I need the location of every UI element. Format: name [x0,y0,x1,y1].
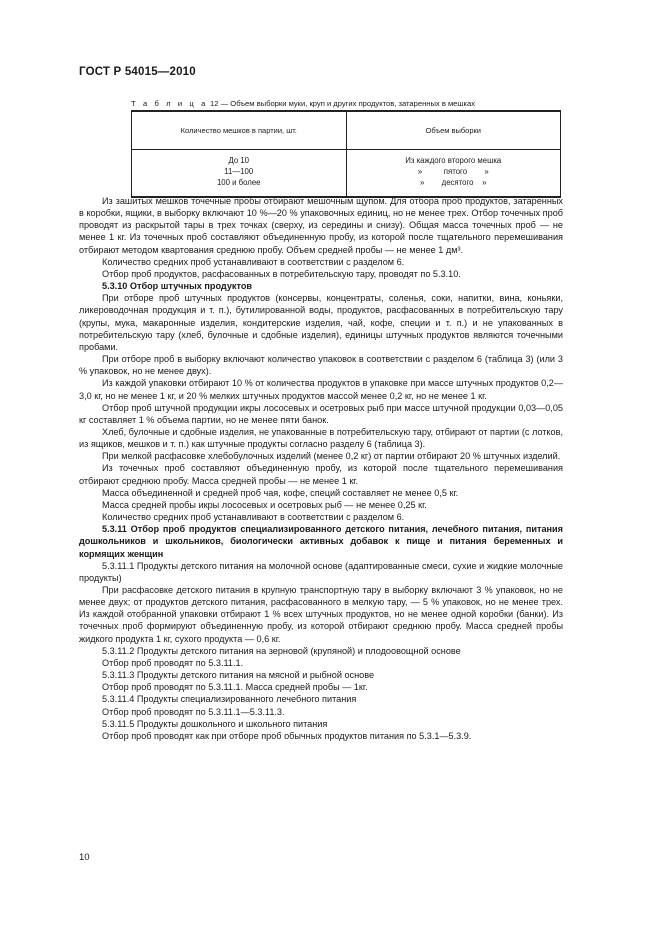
paragraph [79,706,563,718]
paragraph-text: Отбор проб проводят по 5.3.11.1. [102,657,244,668]
standard-title: ГОСТ Р 54015—2010 [79,66,196,78]
paragraph [79,669,563,681]
cell-line: 100 и более [216,178,261,188]
paragraph [79,645,563,657]
paragraph [79,718,563,730]
paragraph [79,268,563,280]
cell-line: » пятого » [417,167,489,177]
paragraph-text: При мелкой расфасовке хлебобулочных изделий (менее 0,2 кг) от партии отбирают 20 % штучных изделий. [102,451,561,462]
paragraph [79,511,563,523]
paragraph [79,195,563,256]
paragraph [79,402,563,426]
table-row [132,150,561,198]
table-caption-text: 12 — Объем выборки муки, круп и других продуктов, затаренных в мешках [210,99,476,108]
paragraph-text: Отбор проб проводят по 5.3.11.1—5.3.11.3. [102,706,285,717]
page-number: 10 [79,852,90,863]
paragraph [79,292,563,353]
paragraph [79,487,563,499]
table-header-bags: Количество мешков в партии, шт. [132,111,347,150]
paragraph-text: Количество средних проб устанавливают в соответствии с разделом 6. [102,256,405,267]
paragraph [79,560,563,584]
cell-line: До 10 [228,156,250,165]
paragraph-text: Отбор проб проводят как при отборе проб обычных продуктов питания по 5.3.1—5.3.9. [102,730,472,741]
paragraph-text: При расфасовке детского питания в крупную транспортную тару в выборку включают 3 % упаковок, но не менее двух; от продуктов детского питания, расфасованного в мелкую тару, — 5 % упаковок, но не менее трех. Из каждой отобранной упаковки отбирают 1 % всех штучных продуктов, но не менее одной коробки (банки). Из точечных проб формируют объединенную пробу, из которой отбирают среднюю пробу. Масса средней пробы жидкого продукта 1 кг, сухого продукта — 0,6 кг. [79,585,563,644]
table-header-volume: Объем выборки [346,111,561,150]
paragraph-text: Отбор проб штучной продукции икры лососевых и осетровых рыб при массе штучной продукции 0,03—0,05 кг составляет 1 % объема партии, но не менее пяти банок. [79,402,563,425]
paragraph-text: 5.3.11.4 Продукты специализированного лечебного питания [102,694,357,705]
paragraph-text: Хлеб, булочные и сдобные изделия, не упакованные в потребительскую тару, отбирают от партии (с лотков, из ящиков, мешков и т. п.) как штучные продукты согласно разделу 6 (таблица 3). [79,426,563,450]
cell-line: Из каждого второго мешка [405,156,502,165]
paragraph-text: Отбор проб продуктов, расфасованных в потребительскую тару, проводят по 5.3.10. [102,268,461,279]
paragraph [79,353,563,377]
paragraph [79,499,563,511]
paragraph [79,462,563,486]
paragraph-text: При отборе проб штучных продуктов (консервы, концентраты, соленья, соки, напитки, вина, коньяки, ликероводочная продукция и т. п.), бутилированной воды, продуктов, расфасованных в потребительскую тару (крупы, мука, макаронные изделия, кондитерские изделия, чай, кофе, специи и т. п.) и не упакованных в потребительскую тару (хлеб, булочные и сдобные изделия), единицы штучных продуктов являются точечными пробами. [79,293,563,352]
paragraph [79,377,563,401]
table-caption [131,99,561,108]
body-text [79,195,563,742]
paragraph [79,681,563,693]
paragraph [79,256,563,268]
paragraph-text: Из каждой упаковки отбирают 10 % от количества продуктов в упаковке при массе штучных продуктов 0,2—3,0 кг, но не менее 1 кг, и 20 % мелких штучных продуктов массой менее 0,2 кг, но не менее 1 кг. [79,378,563,401]
table-caption-prefix: Т а б л и ц а [131,99,208,108]
paragraph [79,426,563,450]
paragraph-text: При отборе проб в выборку включают количество упаковок в соответствии с разделом 6 (таблица 3) (или 3 % упаковок, но не менее двух). [79,354,563,377]
section-heading [79,280,563,292]
heading-text: 5.3.11 Отбор проб продуктов специализированного детского питания, лечебного питания, питания дошкольников и школьников, биологически активных добавок к пище и питания беременных и кормящих женщин [79,524,563,559]
paragraph [79,657,563,669]
paragraph-text: 5.3.11.5 Продукты дошкольного и школьного питания [102,718,328,729]
paragraph [79,450,563,462]
paragraph-text: 5.3.11.1 Продукты детского питания на молочной основе (адаптированные смеси, сухие и жидкие молочные продукты) [79,560,563,583]
heading-text: 5.3.10 Отбор штучных продуктов [102,281,252,292]
paragraph-text: Масса средней пробы икры лососевых и осетровых рыб — не менее 0,25 кг. [102,499,427,510]
table-cell-volume [346,150,561,198]
sample-volume-table [131,110,561,198]
section-heading [79,523,563,559]
table-cell-bags [132,150,347,198]
paragraph [79,693,563,705]
cell-line: » десятого » [419,178,487,188]
paragraph-text: 5.3.11.3 Продукты детского питания на мясной и рыбной основе [102,670,375,681]
paragraph-text: Отбор проб проводят по 5.3.11.1. Масса средней пробы — 1кг. [102,682,368,693]
paragraph-text: Из зашитых мешков точечные пробы отбирают мешочным щупом. Для отбора проб продуктов, затаренных в коробки, ящики, в выборку включают 10 %—20 % упаковочных единиц, но не менее трех. Отбор точечных проб проводят из раскрытой тары в трех точках (сверху, из середины и снизу). Общая масса точечных проб — не менее 1 кг. Из точечных проб составляют объединенную пробу, из которой после тщательного перемешивания отбирают методом квартования среднюю пробу. Объем средней пробы — не менее 1 дм³. [79,196,563,255]
paragraph-text: Масса объединенной и средней проб чая, кофе, специй составляет не менее 0,5 кг. [102,487,459,498]
cell-line: 11—100 [224,167,254,177]
paragraph-text: Из точечных проб составляют объединенную пробу, из которой после тщательного перемешивания отбирают среднюю пробу. Масса средней пробы — не менее 1 кг. [79,463,563,486]
paragraph-text: Количество средних проб устанавливают в соответствии с разделом 6. [102,512,405,523]
paragraph [79,584,563,645]
paragraph-text: 5.3.11.2 Продукты детского питания на зерновой (крупяной) и плодоовощной основе [102,645,461,656]
paragraph [79,730,563,742]
